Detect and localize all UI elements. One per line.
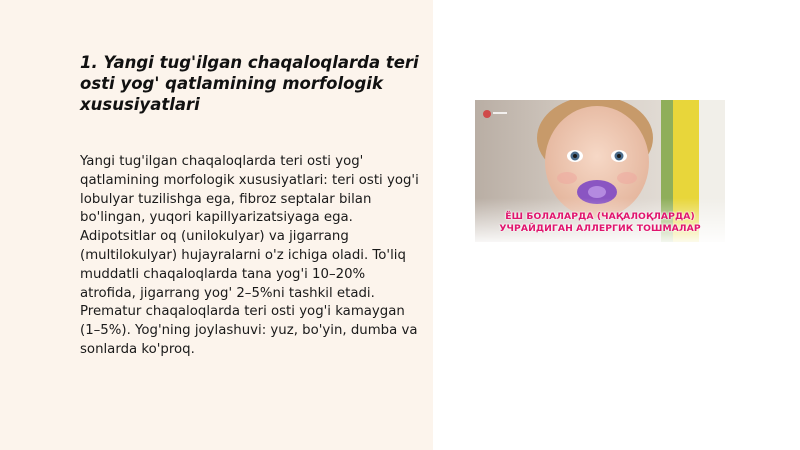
image-caption (475, 211, 725, 234)
baby-photo (475, 100, 725, 242)
slide-body-text: Yangi tug'ilgan chaqaloqlarda teri osti yog' qatlamining morfologik xususiyatlari: teri osti yog'i lobulyar tuzilishga ega, fibroz septalar bilan bo'lingan, yuqori kapillyarizatsiyaga ega. Adipotsitlar oq (unilokulyar) va jigarrang (multilokulyar) hujayralarni o'z ichiga oladi. To'liq muddatli chaqaloqlarda tana yog'i 10–20% atrofida, jigarrang yog' 2–5%ni tashkil etadi. Prematur chaqaloqlarda teri osti yog'i kamaygan (1–5%). Yog'ning joylashuvi: yuz, bo'yin, dumba va sonlarda ko'proq. (80, 154, 419, 357)
slide-heading: 1. Yangi tug'ilgan chaqaloqlarda teri osti yog' qatlamining morfologik xususiyatlari (80, 53, 419, 114)
caption-line-1: ЁШ БОЛАЛАРДА (ЧАҚАЛОҚЛАРДА) (505, 211, 695, 222)
caption-line-2: УЧРАЙДИГАН АЛЛЕРГИК ТОШМАЛАР (499, 222, 701, 234)
